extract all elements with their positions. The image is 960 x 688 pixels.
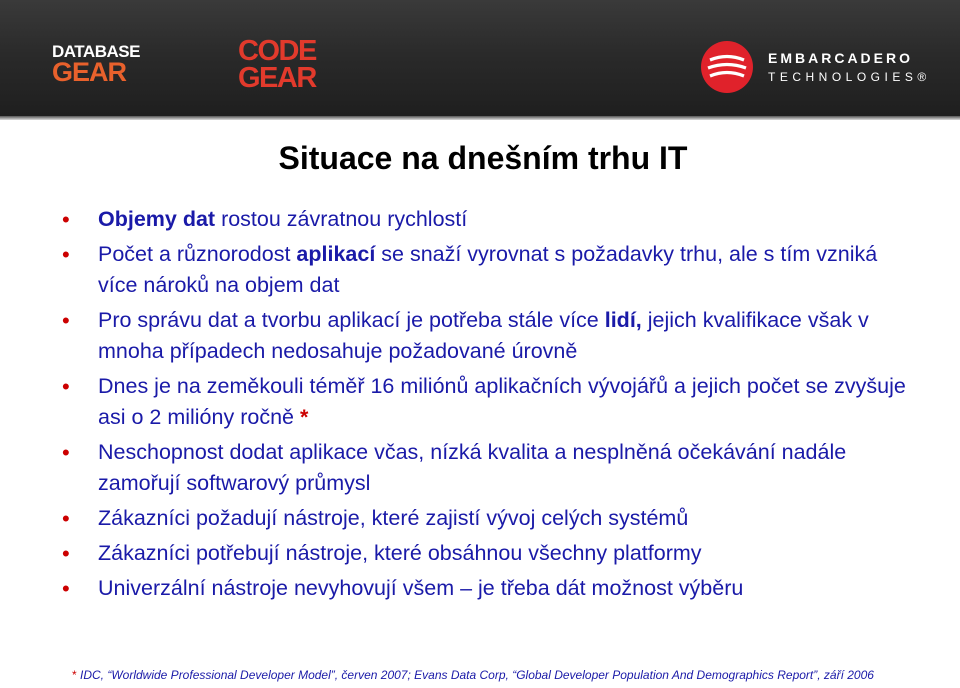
footnote-text: IDC, “Worldwide Professional Developer Model”, červen 2007; Evans Data Corp, “Global Developer Population And Demographics Report”, září 2006 [76, 668, 874, 682]
footnote-star: * [72, 668, 77, 682]
header-banner [0, 0, 960, 120]
slide-title: Situace na dnešním trhu IT [278, 140, 688, 176]
bullet-item: • Neschopnost dodat aplikace včas, nízká kvalita a nesplněná očekávání nadále zamořují softwarový průmysl [62, 437, 922, 499]
database-gear-logo [52, 42, 140, 87]
footnote-marker: * [299, 405, 309, 429]
embarcadero-logo [768, 50, 931, 84]
bullet-item: • Dnes je na zeměkouli téměř 16 miliónů aplikačních vývojářů a jejich počet se zvyšuje asi o 2 milióny ročně * [62, 371, 922, 433]
bullet-item: • Pro správu dat a tvorbu aplikací je potřeba stále více lidí, jejich kvalifikace však v mnoha případech nedosahuje požadované úrovně [62, 305, 922, 367]
bullet-item: • Objemy dat rostou závratnou rychlostí [62, 204, 922, 235]
codegear-logo [238, 35, 316, 94]
embarcadero-globe-icon [700, 40, 754, 94]
bullet-item: • Počet a různorodost aplikací se snaží vyrovnat s požadavky trhu, ale s tím vzniká více nároků na objem dat [62, 239, 922, 301]
bullet-item: • Zákazníci potřebují nástroje, které obsáhnou všechny platformy [62, 538, 922, 569]
embarcadero-logo-line2: TECHNOLOGIES® [768, 70, 931, 84]
codegear-logo-line1: CODE [238, 35, 316, 67]
database-gear-logo-line2: GEAR [52, 56, 127, 87]
database-gear-logo-line1: DATABASE [52, 42, 140, 61]
bullet-item: • Univerzální nástroje nevyhovují všem – je třeba dát možnost výběru [62, 573, 922, 604]
embarcadero-logo-line1: EMBARCADERO [768, 50, 913, 66]
bullet-item: • Zákazníci požadují nástroje, které zajistí vývoj celých systémů [62, 503, 922, 534]
codegear-logo-line2: GEAR [238, 61, 316, 94]
footnote [72, 668, 874, 682]
bullet-list [62, 204, 922, 608]
